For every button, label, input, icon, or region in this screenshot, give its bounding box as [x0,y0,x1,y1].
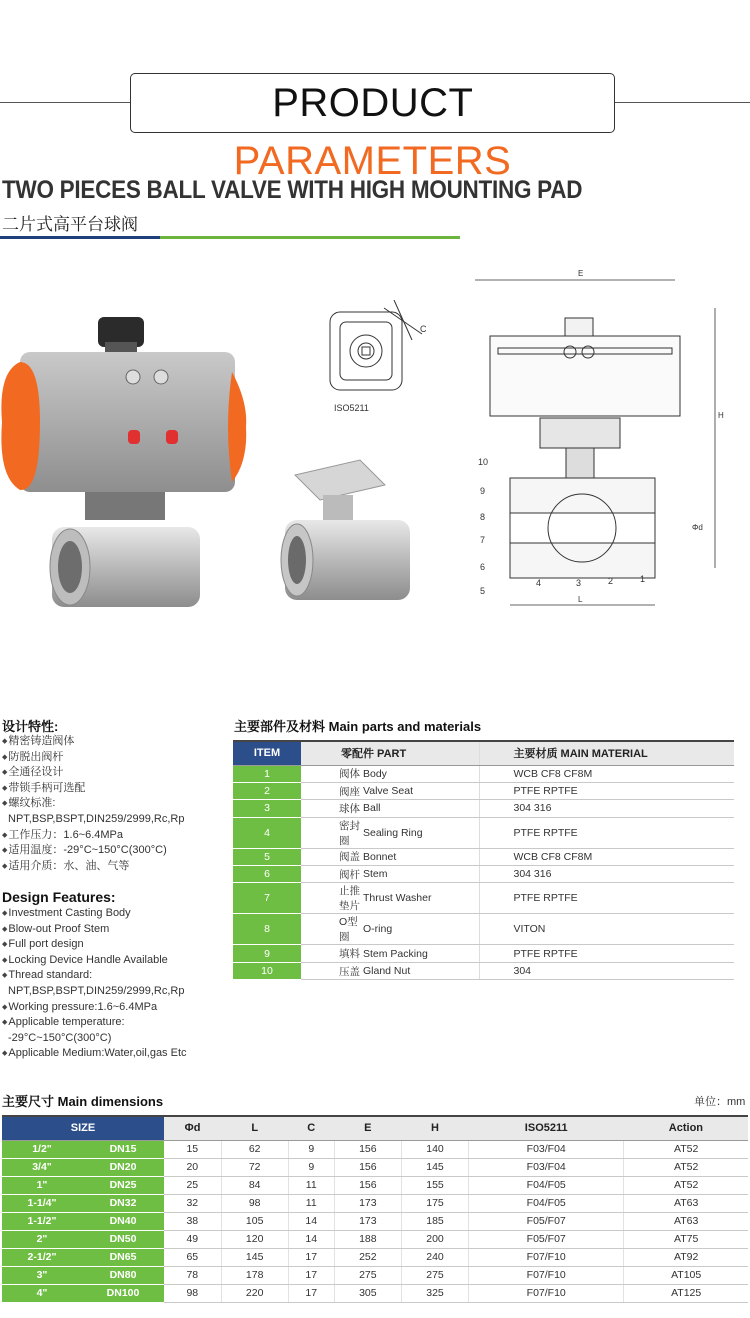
callout-9: 9 [480,486,486,496]
list-item: ◆ Full port design [2,937,187,953]
parts-table-title: 主要部件及材料 Main parts and materials [234,719,482,734]
dim-action: AT52 [624,1158,748,1176]
table-row [2,1284,748,1302]
product-title-cn: 二片式高平台球阀 [2,215,138,234]
part-name-en: Body [363,765,479,782]
dim-h: 155 [401,1176,468,1194]
part-name-en: Sealing Ring [363,817,479,848]
list-item: NPT,BSP,BSPT,DIN259/2999,Rc,Rp [8,984,185,997]
dim-h: 240 [401,1248,468,1266]
dim-l: 105 [221,1212,288,1230]
dim-e: 275 [334,1266,401,1284]
part-name-en: Ball [363,800,479,817]
part-name-en: Gland Nut [363,962,479,979]
part-name-cn: 阀体 [301,765,363,782]
size-inch: 4" [2,1284,82,1302]
dim-header-d: Φd [164,1116,221,1140]
dim-header-c: C [288,1116,334,1140]
features-cn-list [2,734,185,874]
size-dn: DN65 [82,1248,164,1266]
dim-iso5211: F07/F10 [469,1266,624,1284]
list-item: ◆ 全通径设计 [2,765,185,781]
dim-header-h: H [401,1116,468,1140]
callout-3: 3 [576,578,582,588]
parts-header-part: 零配件 PART [301,741,479,765]
part-number: 6 [233,866,301,883]
size-inch: 3/4" [2,1158,82,1176]
dim-h-label: H [718,411,724,420]
dim-action: AT75 [624,1230,748,1248]
part-name-cn: 压盖 [301,962,363,979]
dimensions-table-body [2,1140,748,1302]
dim-header-e: E [334,1116,401,1140]
list-item: ◆ Investment Casting Body [2,906,187,922]
dim-d: 32 [164,1194,221,1212]
dim-l: 178 [221,1266,288,1284]
dim-d: 65 [164,1248,221,1266]
callout-6: 6 [480,562,486,572]
part-material: 304 [479,962,734,979]
list-item: -29°C~150°C(300°C) [8,1031,112,1044]
dim-d: 98 [164,1284,221,1302]
dim-iso5211: F04/F05 [469,1194,624,1212]
dim-h: 185 [401,1212,468,1230]
dim-h: 275 [401,1266,468,1284]
part-material: VITON [479,914,734,945]
dim-e: 156 [334,1176,401,1194]
part-number: 1 [233,765,301,782]
callout-5: 5 [480,586,486,596]
size-dn: DN25 [82,1176,164,1194]
table-row [233,883,734,914]
table-row [233,914,734,945]
dim-iso5211: F07/F10 [469,1248,624,1266]
part-name-en: Stem [363,866,479,883]
product-title-en: TWO PIECES BALL VALVE WITH HIGH MOUNTING PAD [2,176,583,204]
part-name-cn: O型圈 [301,914,363,945]
list-item: ◆ 工作压力：1.6~6.4MPa [2,828,185,844]
list-item: ◆ Locking Device Handle Available [2,953,187,969]
dim-e-label: E [578,269,584,278]
dim-d: 20 [164,1158,221,1176]
header-word-parameters: PARAMETERS [233,139,512,183]
callout-2: 2 [608,576,614,586]
part-material: WCB CF8 CF8M [479,848,734,865]
table-row [233,866,734,883]
dim-c: 11 [288,1194,334,1212]
dimensions-table-title: 主要尺寸 Main dimensions [2,1094,164,1109]
list-item: ◆ Applicable temperature: [2,1015,187,1031]
dim-l: 120 [221,1230,288,1248]
list-item: ◆ Applicable Medium:Water,oil,gas Etc [2,1046,187,1062]
dim-iso5211: F05/F07 [469,1212,624,1230]
table-row [2,1194,748,1212]
part-number: 7 [233,883,301,914]
part-name-cn: 密封圈 [301,817,363,848]
part-name-cn: 阀盖 [301,848,363,865]
table-row [2,1176,748,1194]
part-number: 3 [233,800,301,817]
part-material: 304 316 [479,866,734,883]
dim-d-label: Φd [692,523,703,532]
part-material: 304 316 [479,800,734,817]
dim-header-action: Action [624,1116,748,1140]
part-material: PTFE RPTFE [479,883,734,914]
dim-c: 17 [288,1266,334,1284]
part-number: 4 [233,817,301,848]
dim-e: 173 [334,1212,401,1230]
size-dn: DN40 [82,1212,164,1230]
table-row [2,1266,748,1284]
part-material: PTFE RPTFE [479,945,734,962]
iso5211-label: ISO5211 [334,403,369,413]
features-cn-title: 设计特性: [2,719,59,734]
dim-action: AT52 [624,1140,748,1158]
callout-1: 1 [640,574,646,584]
part-material: PTFE RPTFE [479,782,734,799]
list-item: ◆ 精密铸造阀体 [2,734,185,750]
part-number: 5 [233,848,301,865]
features-en-list [2,906,187,1062]
table-row [233,782,734,799]
size-dn: DN80 [82,1266,164,1284]
unit-label: 单位：mm [694,1096,746,1108]
table-row [2,1158,748,1176]
header-title-box [130,73,615,183]
dim-e: 156 [334,1158,401,1176]
size-inch: 1" [2,1176,82,1194]
dim-l: 145 [221,1248,288,1266]
dim-iso5211: F07/F10 [469,1284,624,1302]
iso5211-flange-drawing [322,300,432,402]
dim-c: 9 [288,1158,334,1176]
bare-valve-photo [265,455,425,610]
dim-iso5211: F04/F05 [469,1176,624,1194]
part-number: 9 [233,945,301,962]
dim-l: 98 [221,1194,288,1212]
parts-table [233,740,734,980]
dim-action: AT63 [624,1212,748,1230]
dim-h: 200 [401,1230,468,1248]
table-row [233,962,734,979]
dim-h: 140 [401,1140,468,1158]
actuated-valve-photo [0,312,250,612]
table-row [2,1248,748,1266]
list-item: ◆ Thread standard: [2,968,187,984]
dim-d: 25 [164,1176,221,1194]
callout-4: 4 [536,578,542,588]
dim-c: 17 [288,1248,334,1266]
part-name-en: Stem Packing [363,945,479,962]
part-material: PTFE RPTFE [479,817,734,848]
part-name-cn: 球体 [301,800,363,817]
dim-action: AT63 [624,1194,748,1212]
dim-header-l: L [221,1116,288,1140]
dim-d: 78 [164,1266,221,1284]
part-number: 10 [233,962,301,979]
dim-c: 14 [288,1230,334,1248]
dim-header-size: SIZE [2,1116,164,1140]
parts-table-body [233,765,734,980]
dim-d: 15 [164,1140,221,1158]
size-dn: DN15 [82,1140,164,1158]
dim-l: 72 [221,1158,288,1176]
table-row [2,1140,748,1158]
table-row [2,1230,748,1248]
dim-e: 173 [334,1194,401,1212]
size-inch: 1-1/4" [2,1194,82,1212]
dimensions-header-row [2,1116,748,1140]
table-row [233,800,734,817]
callout-8: 8 [480,512,486,522]
table-row [2,1212,748,1230]
size-inch: 2" [2,1230,82,1248]
list-item: ◆ Working pressure:1.6~6.4MPa [2,1000,187,1016]
dim-c: 9 [288,1140,334,1158]
dim-e: 156 [334,1140,401,1158]
dim-action: AT105 [624,1266,748,1284]
list-item: ◆ 适用温度：-29°C~150°C(300°C) [2,843,185,859]
dim-l: 84 [221,1176,288,1194]
callout-c-label: C [420,324,427,334]
dim-header-iso: ISO5211 [469,1116,624,1140]
list-item: ◆ 螺纹标准: [2,796,185,812]
dim-iso5211: F05/F07 [469,1230,624,1248]
part-name-en: Thrust Washer [363,883,479,914]
dim-iso5211: F03/F04 [469,1140,624,1158]
part-name-en: Bonnet [363,848,479,865]
list-item: ◆ Blow-out Proof Stem [2,922,187,938]
dim-e: 305 [334,1284,401,1302]
size-dn: DN20 [82,1158,164,1176]
part-material: WCB CF8 CF8M [479,765,734,782]
dim-d: 38 [164,1212,221,1230]
size-inch: 1/2" [2,1140,82,1158]
table-row [233,765,734,782]
part-name-cn: 止推垫片 [301,883,363,914]
dim-action: AT125 [624,1284,748,1302]
header-word-product: PRODUCT [272,81,473,125]
dim-h: 325 [401,1284,468,1302]
list-item: ◆ 适用介质：水、油、气等 [2,859,185,875]
size-inch: 1-1/2" [2,1212,82,1230]
title-underline [0,236,460,239]
features-en-title: Design Features: [2,889,116,905]
dim-l: 220 [221,1284,288,1302]
cross-section-drawing [470,268,740,613]
callout-7: 7 [480,535,486,545]
table-row [233,817,734,848]
parts-header-row [233,741,734,765]
dim-l: 62 [221,1140,288,1158]
list-item: NPT,BSP,BSPT,DIN259/2999,Rc,Rp [8,812,185,825]
dim-action: AT52 [624,1176,748,1194]
size-dn: DN50 [82,1230,164,1248]
dim-e: 252 [334,1248,401,1266]
part-name-en: Valve Seat [363,782,479,799]
dim-d: 49 [164,1230,221,1248]
dim-e: 188 [334,1230,401,1248]
list-item: ◆ 带锁手柄可选配 [2,781,185,797]
table-row [233,848,734,865]
size-dn: DN32 [82,1194,164,1212]
table-row [233,945,734,962]
dim-c: 11 [288,1176,334,1194]
parts-header-material: 主要材质 MAIN MATERIAL [479,741,734,765]
size-dn: DN100 [82,1284,164,1302]
part-name-en: O-ring [363,914,479,945]
dim-h: 175 [401,1194,468,1212]
list-item: ◆ 防脱出阀杆 [2,750,185,766]
part-number: 8 [233,914,301,945]
dim-c: 14 [288,1212,334,1230]
dim-action: AT92 [624,1248,748,1266]
dim-iso5211: F03/F04 [469,1158,624,1176]
part-number: 2 [233,782,301,799]
dim-h: 145 [401,1158,468,1176]
part-name-cn: 阀杆 [301,866,363,883]
dim-c: 17 [288,1284,334,1302]
callout-10: 10 [478,457,489,467]
size-inch: 2-1/2" [2,1248,82,1266]
parts-header-item: ITEM [233,741,301,765]
part-name-cn: 阀座 [301,782,363,799]
size-inch: 3" [2,1266,82,1284]
part-name-cn: 填料 [301,945,363,962]
dimensions-table [2,1115,748,1303]
dim-l-label: L [578,595,583,604]
